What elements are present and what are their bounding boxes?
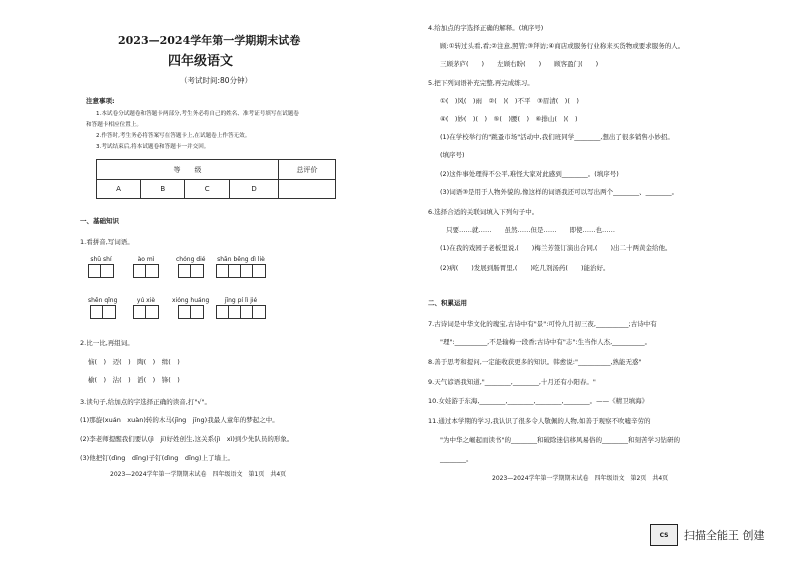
question-5-sub: (填序号) — [440, 151, 465, 159]
notice-line: 3.考试结束后,将本试题卷和答题卡一并交回。 — [96, 144, 210, 150]
question-4-definitions: 顾:①转过头看,看;②注意,照管;③拜访;④商店或服务行业称来买货物或要求服务的人。 — [440, 42, 685, 50]
question-7: 7.古诗词是中华文化的瑰宝,古诗中有"景":可怜九月初三夜,__________;古诗中有 — [428, 320, 657, 328]
grade-table — [96, 159, 336, 199]
grade-level-c: C — [185, 180, 230, 199]
notice-heading: 注意事项: — [86, 97, 115, 105]
pinyin-label: chóng dié — [176, 256, 206, 263]
pinyin-box-group — [216, 297, 266, 319]
exam-page-right — [400, 0, 794, 561]
pinyin-box-group — [172, 297, 209, 319]
question-11: 11.通过本学期的学习,我认识了很多令人敬佩的人物,如善于观察不吹嘘辛劳的 — [428, 417, 651, 425]
question-8: 8.善于思考和提问,一定能收获更多的知识。韩愈说:"__________,熟能无惑" — [428, 358, 642, 366]
pinyin-label: shū shí — [90, 256, 112, 263]
exam-title: 2023—2024学年第一学期期末试卷 — [118, 34, 301, 47]
question-5-row: ④( )妙( )( ) ⑤( )腰( ) ⑥排山( )( ) — [440, 115, 578, 123]
pinyin-label: xióng huáng — [172, 297, 210, 304]
grade-level-b: B — [141, 180, 185, 199]
pinyin-label: shān běng dì liè — [217, 256, 265, 263]
pinyin-box-group — [133, 256, 159, 278]
section-basic-knowledge: 一、基础知识 — [80, 217, 119, 225]
question-3-item: (1)那旋(xuán xuàn)转的木马(jīng jīng)我最人童年的梦起之中。 — [80, 416, 279, 424]
question-3-item: (3)他把钉(dìng dīng)子钉(dìng dīng)上了墙上。 — [80, 454, 235, 462]
question-11-cont: "为中华之崛起而读书"的________和破除迷信移风易俗的________和刻苦学习钻研的 — [440, 436, 680, 444]
scanner-watermark — [650, 524, 765, 546]
question-3: 3.读句子,给加点的字选择正确的读音,打"√"。 — [80, 398, 211, 406]
notice-line: 2.作答时,考生务必将答案写在答题卡上,在试题卷上作答无效。 — [96, 133, 251, 139]
page-footer-right: 2023—2024学年第一学期期末试卷 四年级语文 第2页 共4页 — [492, 475, 669, 482]
question-3-item: (2)李老师提醒我们要认(jì ji)好姓创生,这关系(jì xì)到少先队员的形象。 — [80, 435, 294, 443]
pinyin-box-group — [216, 256, 266, 278]
question-6: 6.选择合适的关联词填入下列句子中。 — [428, 208, 539, 216]
exam-time-note: （考试时间:80分钟） — [180, 76, 253, 85]
pinyin-box-group — [133, 297, 159, 319]
pinyin-box-group — [88, 297, 117, 319]
grade-level-d: D — [230, 180, 279, 199]
grade-table-overall: 总评价 — [279, 160, 336, 180]
question-10: 10.女娃游于东海,________,________,________,________。——《精卫填海》 — [428, 397, 649, 405]
question-7-cont: "理":__________,不是输梅一段香;古诗中有"志":生当作人杰,__________。 — [440, 338, 652, 346]
question-6-options: 只要……就…… 虽然……但是…… 即使……也…… — [446, 226, 615, 234]
question-2-row: 恼( ) 迈( ) 陶( ) 缉( ) — [88, 358, 180, 366]
pinyin-box-group — [176, 256, 205, 278]
char-boxes[interactable] — [133, 305, 159, 319]
question-6-item: (1)在我的戏园子老板里说,( )梅兰芳签订演出合同,( )出二十两黄金给他。 — [440, 244, 672, 252]
section-accumulation: 二、积累运用 — [428, 299, 467, 307]
scanner-watermark-label: 扫描全能王 创建 — [684, 529, 765, 542]
char-boxes[interactable] — [90, 305, 116, 319]
question-5-sub: (1)在学校举行的"跳蚤市场"活动中,我们班同学________,想出了很多销售小妙招。 — [440, 133, 674, 141]
question-2-row: 榆( ) 沾( ) 滔( ) 锋( ) — [88, 376, 180, 384]
question-5-sub: (3)词语③是用于人物外貌的,像这样的词语我还可以写出两个________、________。 — [440, 188, 679, 196]
pinyin-label: shēn qǐng — [88, 297, 118, 304]
char-boxes[interactable] — [216, 305, 266, 319]
question-4: 4.给加点的字选择正确的解释。(填序号) — [428, 24, 544, 32]
question-5-row: ①( )风( )雨 ②( )( )不平 ③眉清( )( ) — [440, 97, 579, 105]
char-boxes[interactable] — [88, 264, 114, 278]
question-6-item: (2)病( )发展到肠胃里,( )吃几剂汤药( )能治好。 — [440, 264, 610, 272]
exam-subtitle: 四年级语文 — [168, 54, 234, 69]
pinyin-label: jīng pí lì jié — [224, 297, 258, 304]
char-boxes[interactable] — [133, 264, 159, 278]
pinyin-label: yú xiè — [136, 297, 156, 304]
pinyin-label: ào mì — [137, 256, 155, 263]
notice-line: 和答题卡相应位置上。 — [86, 122, 142, 128]
char-boxes[interactable] — [178, 305, 204, 319]
scanner-logo-icon: CS — [650, 524, 678, 546]
question-4-words: 三顾茅庐( ) 左顾右盼( ) 顾客盈门( ) — [440, 60, 599, 68]
char-boxes[interactable] — [216, 264, 266, 278]
question-2: 2.比一比,再组词。 — [80, 339, 134, 347]
pinyin-box-group — [88, 256, 114, 278]
notice-line: 1.本试卷分试题卷和答题卡两部分,考生务必将自己的姓名、准考证号填写在试题卷 — [96, 111, 299, 117]
char-boxes[interactable] — [178, 264, 204, 278]
question-5: 5.把下列词语补充完整,再完成练习。 — [428, 79, 534, 87]
grade-level-a: A — [97, 180, 141, 199]
question-11-cont: ________。 — [440, 455, 473, 463]
grade-overall-cell — [279, 180, 336, 199]
grade-table-header: 等 级 — [97, 160, 279, 180]
question-5-sub: (2)这件事处理得不公平,难怪大家对此感到________。(填序号) — [440, 170, 619, 178]
question-9: 9.天气谚语我知道,"________,________,十月还有小阳春。" — [428, 378, 596, 386]
question-1: 1.看拼音,写词语。 — [80, 238, 134, 246]
page-footer-left: 2023—2024学年第一学期期末试卷 四年级语文 第1页 共4页 — [110, 471, 287, 478]
